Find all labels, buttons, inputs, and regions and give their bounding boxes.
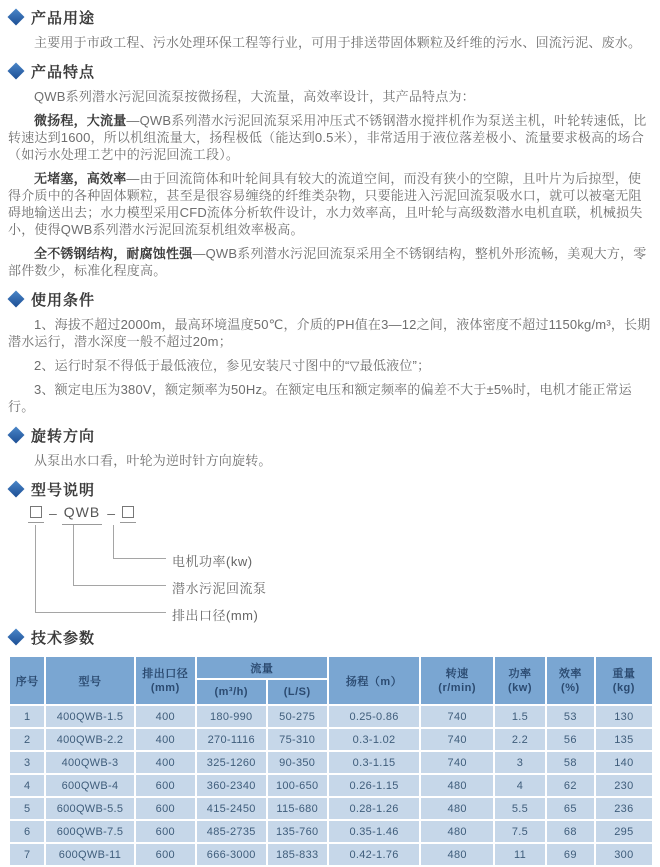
- table-cell: 480: [421, 775, 493, 796]
- table-cell: 400QWB-2.2: [46, 729, 133, 750]
- col-header-outlet-unit: (mm): [150, 681, 180, 694]
- table-cell: 3: [10, 752, 44, 773]
- col-header-eff-label: 效率: [558, 667, 582, 680]
- spec-table: [8, 655, 654, 867]
- spec-table-header: [10, 657, 652, 704]
- table-cell: 185-833: [268, 844, 327, 865]
- table-cell: 480: [421, 798, 493, 819]
- table-row: [10, 798, 652, 819]
- section-heading-usage: [8, 7, 652, 27]
- col-header-power-unit: (kw): [508, 681, 532, 694]
- table-cell: 740: [421, 706, 493, 727]
- section-title-conditions: 使用条件: [31, 291, 96, 309]
- table-cell: 65: [547, 798, 594, 819]
- connector-line: [73, 525, 74, 585]
- table-cell: 480: [421, 844, 493, 865]
- table-cell: 53: [547, 706, 594, 727]
- table-cell: 400: [136, 752, 195, 773]
- table-cell: 0.28-1.26: [329, 798, 419, 819]
- rotation-paragraph: 从泵出水口看，叶轮为逆时针方向旋转。: [34, 453, 272, 468]
- diamond-bullet-icon: [8, 629, 25, 646]
- features-intro-paragraph: QWB系列潜水污泥回流泵按微扬程，大流量，高效率设计，其产品特点为：: [34, 89, 475, 104]
- table-cell: 90-350: [268, 752, 327, 773]
- col-header-no: 序号: [10, 657, 44, 704]
- table-cell: 666-3000: [197, 844, 266, 865]
- col-header-outlet: [136, 657, 195, 704]
- table-cell: 0.35-1.46: [329, 821, 419, 842]
- table-row: [10, 752, 652, 773]
- section-title-model: 型号说明: [31, 481, 96, 499]
- table-cell: 56: [547, 729, 594, 750]
- feature-lead-2: 无堵塞，高效率: [34, 171, 127, 186]
- table-cell: 0.3-1.02: [329, 729, 419, 750]
- feature-paragraph-1: [8, 112, 652, 163]
- col-header-model: 型号: [46, 657, 133, 704]
- table-cell: 1.5: [495, 706, 545, 727]
- table-row: [10, 729, 652, 750]
- col-header-weight-unit: (kg): [612, 681, 635, 694]
- table-cell: 58: [547, 752, 594, 773]
- col-header-power-label: 功率: [508, 667, 532, 680]
- connector-line: [113, 558, 166, 559]
- feature-paragraph-3: [8, 245, 652, 279]
- connector-line: [35, 612, 166, 613]
- blank-box-icon: [30, 506, 42, 518]
- table-cell: 130: [596, 706, 652, 727]
- col-header-speed-unit: (r/min): [438, 681, 477, 694]
- diagram-label-outlet-diameter: 排出口径(mm): [172, 608, 259, 623]
- diagram-label-motor-power: 电机功率(kw): [172, 554, 253, 569]
- section-title-rotation: 旋转方向: [31, 427, 96, 445]
- diagram-label-pump-type: 潜水污泥回流泵: [172, 581, 267, 596]
- table-cell: 415-2450: [197, 798, 266, 819]
- table-cell: 0.42-1.76: [329, 844, 419, 865]
- table-cell: 6: [10, 821, 44, 842]
- table-cell: 7.5: [495, 821, 545, 842]
- table-row: [10, 844, 652, 865]
- table-cell: 600QWB-5.5: [46, 798, 133, 819]
- table-cell: 325-1260: [197, 752, 266, 773]
- condition-item-1: 1、海拔不超过2000m，最高环境温度50℃，介质的PH值在3—12之间，液体密度不超过1150kg/m³，长期潜水运行，潜水深度一般不超过20m；: [8, 317, 651, 349]
- diamond-bullet-icon: [8, 9, 25, 26]
- table-cell: 480: [421, 821, 493, 842]
- model-dash: –: [49, 505, 57, 521]
- table-cell: 2: [10, 729, 44, 750]
- table-row: [10, 706, 652, 727]
- table-cell: 3: [495, 752, 545, 773]
- model-formula: [28, 504, 136, 525]
- table-cell: 135-760: [268, 821, 327, 842]
- model-code: QWB: [62, 504, 102, 525]
- table-cell: 135: [596, 729, 652, 750]
- connector-line: [73, 585, 166, 586]
- table-cell: 400QWB-1.5: [46, 706, 133, 727]
- section-heading-conditions: [8, 289, 652, 309]
- section-heading-model: [8, 479, 652, 499]
- table-cell: 115-680: [268, 798, 327, 819]
- connector-line: [35, 525, 36, 612]
- model-blank-box-right: [120, 506, 136, 523]
- condition-item-3: 3、额定电压为380V，额定频率为50Hz。在额定电压和额定频率的偏差不大于±5%时，电机才能正常运行。: [8, 382, 632, 414]
- table-cell: 236: [596, 798, 652, 819]
- table-cell: 400QWB-3: [46, 752, 133, 773]
- section-title-specs: 技术参数: [31, 629, 96, 647]
- table-cell: 0.26-1.15: [329, 775, 419, 796]
- col-header-flow-ls: (L/S): [268, 680, 327, 704]
- table-cell: 0.3-1.15: [329, 752, 419, 773]
- table-cell: 600: [136, 821, 195, 842]
- table-cell: 5.5: [495, 798, 545, 819]
- table-cell: 360-2340: [197, 775, 266, 796]
- table-cell: 5: [10, 798, 44, 819]
- blank-box-icon: [122, 506, 134, 518]
- table-cell: 7: [10, 844, 44, 865]
- table-cell: 600: [136, 798, 195, 819]
- col-header-flow-m3h: (m³/h): [197, 680, 266, 704]
- table-cell: 230: [596, 775, 652, 796]
- table-cell: 740: [421, 752, 493, 773]
- table-cell: 4: [10, 775, 44, 796]
- col-header-weight-label: 重量: [612, 667, 636, 680]
- col-header-power: [495, 657, 545, 704]
- table-cell: 740: [421, 729, 493, 750]
- section-heading-specs: [8, 627, 652, 647]
- table-cell: 600QWB-11: [46, 844, 133, 865]
- col-header-efficiency: [547, 657, 594, 704]
- table-cell: 140: [596, 752, 652, 773]
- section-heading-rotation: [8, 425, 652, 445]
- table-cell: 0.25-0.86: [329, 706, 419, 727]
- diamond-bullet-icon: [8, 481, 25, 498]
- table-cell: 485-2735: [197, 821, 266, 842]
- table-cell: 1: [10, 706, 44, 727]
- condition-item-2: 2、运行时泵不得低于最低液位，参见安装尺寸图中的“▽最低液位”；: [34, 358, 431, 373]
- usage-paragraph: 主要用于市政工程、污水处理环保工程等行业，可用于排送带固体颗粒及纤维的污水、回流污泥、废水。: [34, 35, 642, 50]
- diamond-bullet-icon: [8, 427, 25, 444]
- model-dash: –: [107, 505, 116, 521]
- section-title-usage: 产品用途: [31, 9, 96, 27]
- table-cell: 75-310: [268, 729, 327, 750]
- diamond-bullet-icon: [8, 63, 25, 80]
- table-cell: 68: [547, 821, 594, 842]
- table-cell: 69: [547, 844, 594, 865]
- connector-line: [113, 525, 114, 558]
- diamond-bullet-icon: [8, 291, 25, 308]
- table-cell: 50-275: [268, 706, 327, 727]
- feature-lead-1: 微扬程，大流量: [34, 113, 127, 128]
- col-header-flow-group: 流量: [197, 657, 327, 678]
- feature-paragraph-2: [8, 170, 652, 238]
- col-header-head: 扬程（m）: [329, 657, 419, 704]
- table-cell: 600: [136, 844, 195, 865]
- col-header-outlet-label: 排出口径: [142, 667, 189, 680]
- feature-lead-3: 全不锈钢结构，耐腐蚀性强: [34, 246, 193, 261]
- table-cell: 4: [495, 775, 545, 796]
- table-cell: 400: [136, 706, 195, 727]
- table-cell: 295: [596, 821, 652, 842]
- model-blank-box-left: [28, 506, 44, 523]
- table-cell: 180-990: [197, 706, 266, 727]
- table-row: [10, 775, 652, 796]
- col-header-speed-label: 转速: [445, 667, 469, 680]
- table-cell: 100-650: [268, 775, 327, 796]
- table-cell: 11: [495, 844, 545, 865]
- col-header-weight: [596, 657, 652, 704]
- section-heading-features: [8, 61, 652, 81]
- table-row: [10, 821, 652, 842]
- table-cell: 2.2: [495, 729, 545, 750]
- table-cell: 62: [547, 775, 594, 796]
- col-header-eff-unit: (%): [561, 681, 580, 694]
- feature-text-1: —QWB系列潜水污泥回流泵采用冲压式不锈钢潜水搅拌机作为泵送主机，叶轮转速低，比转速达到1600，所以机组流量大，扬程极低（能达到0.5米），非常适用于液位落差极小、流量要求极高的场合（如污水处理工艺中的污泥回流工段）。: [8, 113, 647, 162]
- feature-text-3: —QWB系列潜水污泥回流泵采用全不锈钢结构，整机外形流畅，美观大方，零部件数少，标准化程度高。: [8, 246, 647, 278]
- table-cell: 400: [136, 729, 195, 750]
- col-header-speed: [421, 657, 493, 704]
- feature-text-2: —由于回流筒体和叶轮间具有较大的流道空间，而没有狭小的空隙，且叶片为后掠型，使得介质中的各种固体颗粒，甚至是很容易缠绕的纤维类杂物，只要能进入污泥回流泵吸水口，就可以被毫无阻碍地输送出去；水力模型采用CFD流体分析软件设计，水力效率高，且叶轮与高级数潜水电机直联，机械损失小，使得QWB系列潜水污泥回流泵机组效率极高。: [8, 171, 643, 237]
- table-cell: 600QWB-4: [46, 775, 133, 796]
- table-cell: 270-1116: [197, 729, 266, 750]
- section-title-features: 产品特点: [31, 63, 96, 81]
- spec-table-body: [10, 706, 652, 865]
- table-cell: 600: [136, 775, 195, 796]
- model-number-diagram: [8, 504, 652, 623]
- table-cell: 600QWB-7.5: [46, 821, 133, 842]
- table-cell: 300: [596, 844, 652, 865]
